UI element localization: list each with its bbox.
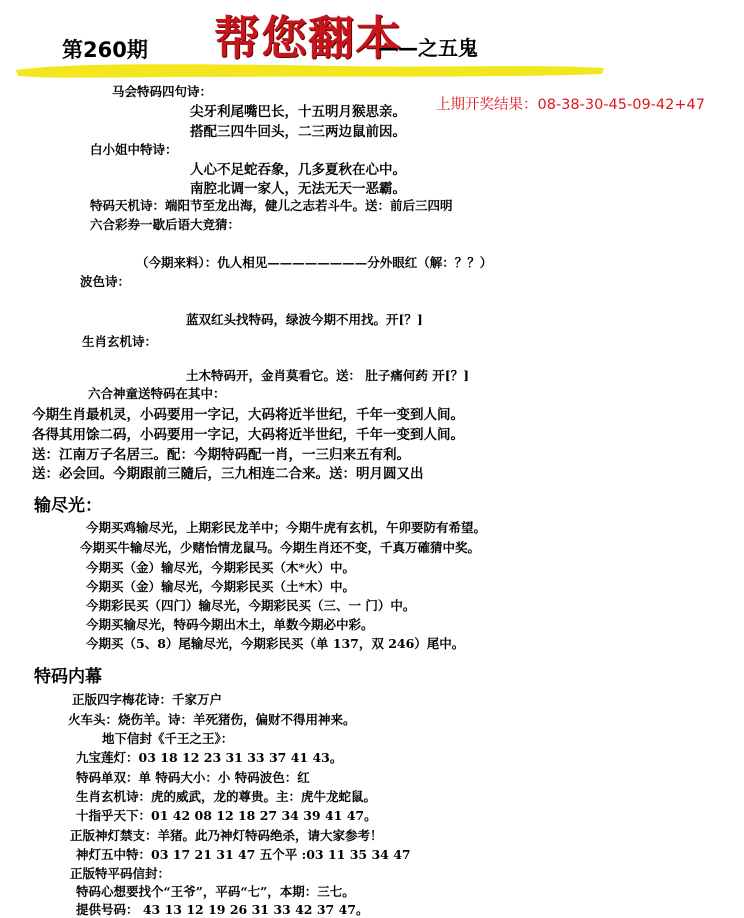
- brand-title: 帮您翻本: [214, 11, 402, 65]
- text-line: 地下信封《千王之王》：: [102, 731, 234, 746]
- text-line: 送：江南万子名居三。配：今期特码配一肖，一三归来五有利。: [32, 447, 410, 463]
- text-line: 各得其用馀二码，小码要用一字记，大码将近半世纪，千年一变到人间。: [32, 427, 464, 443]
- text-line: 火车头：烧伤羊。诗：羊死猪伤，偏财不得用神来。: [68, 712, 356, 727]
- tianji-poem: 特码天机诗：端阳节至龙出海，健儿之志若斗牛。送：前后三四明: [90, 198, 453, 213]
- poem-line: 搭配三四牛回头，二三两边鼠前因。: [190, 124, 406, 140]
- text-line: 今期买（金）输尽光，今期彩民买（木*火）中。: [86, 560, 356, 575]
- text-line: 生肖玄机诗：虎的威武，龙的尊贵。主：虎牛龙蛇鼠。: [76, 789, 377, 804]
- section-title-inside-info: 特码内幕: [34, 667, 102, 687]
- text-line: 今期买输尽光，特码今期出木土，单数今期必中彩。: [86, 617, 374, 632]
- text-line: 正版神灯禁支：羊猪。此乃神灯特码绝杀，请大家参考！: [70, 828, 383, 843]
- brand-subtitle: ——之五鬼: [378, 36, 478, 60]
- text-line: 今期生肖最机灵，小码要用一字记，大码将近半世纪，千年一变到人间。: [32, 407, 464, 423]
- text-line: 今期彩民买（四门）输尽光，今期彩民买（三、一 门）中。: [86, 598, 416, 613]
- text-line: 今期买（5、8）尾输尽光，今期彩民买（单 137，双 246）尾中。: [86, 636, 465, 651]
- text-line: 正版特平码信封：: [70, 866, 171, 881]
- text-line: 九宝莲灯：03 18 12 23 31 33 37 41 43。: [76, 750, 343, 765]
- zodiac-poem-line: 土木特码开，金肖莫看它。送： 肚子痛何药 开[？]: [186, 368, 470, 383]
- text-line: 今期买鸡输尽光，上期彩民龙羊中；今期牛虎有玄机，午卯要防有希望。: [86, 520, 487, 535]
- text-line: 神灯五中特：03 17 21 31 47 五个平 :03 11 35 34 47: [76, 847, 411, 862]
- color-poem-line: 蓝双红头找特码，绿波今期不用找。开[？]: [186, 312, 423, 327]
- section-heading: 六合神童送特码在其中：: [88, 386, 226, 401]
- section-heading: 六合彩券一歇后语大竞猜：: [90, 217, 241, 232]
- issue-number: 第260期: [62, 38, 148, 62]
- poem-line: 南腔北调一家人，无法无天一恶霸。: [190, 181, 406, 197]
- riddle-line: （今期来料）：仇人相见————————分外眼红（解：？？）: [136, 255, 493, 270]
- poem-line: 人心不足蛇吞象，几多夏秋在心中。: [190, 162, 406, 178]
- text-line: 十指乎天下：01 42 08 12 18 27 34 39 41 47。: [76, 808, 377, 823]
- yellow-brush-stroke: [14, 60, 606, 80]
- section-heading: 生肖玄机诗：: [82, 334, 158, 349]
- text-line: 特码单双：单 特码大小：小 特码波色：红: [76, 770, 310, 785]
- poem-heading: 白小姐中特诗：: [90, 142, 178, 157]
- poem-heading: 马会特码四句诗：: [112, 84, 213, 99]
- text-line: 特码心想要找个“王爷”，平码“七”，本期：三七。: [76, 884, 355, 899]
- text-line: 送：必会回。今期跟前三隨后，三九相连二合来。送：明月圆又出: [32, 466, 424, 482]
- text-line: 正版四字梅花诗：千家万户: [72, 692, 223, 707]
- text-line: 今期买牛输尽光，少赌怡情龙鼠马。今期生肖还不变，千真万確猜中奖。: [80, 540, 481, 555]
- text-line: 提供号码： 43 13 12 19 26 31 33 42 37 47。: [76, 902, 369, 917]
- last-draw-result: 上期开奖结果：08-38-30-45-09-42+47: [436, 97, 705, 113]
- text-line: 今期买（金）输尽光，今期彩民买（土*木）中。: [86, 579, 356, 594]
- poem-line: 尖牙利尾嘴巴长，十五明月猴思亲。: [190, 104, 406, 120]
- section-heading: 波色诗：: [80, 274, 131, 289]
- section-title-lose-all: 输尽光：: [34, 496, 102, 516]
